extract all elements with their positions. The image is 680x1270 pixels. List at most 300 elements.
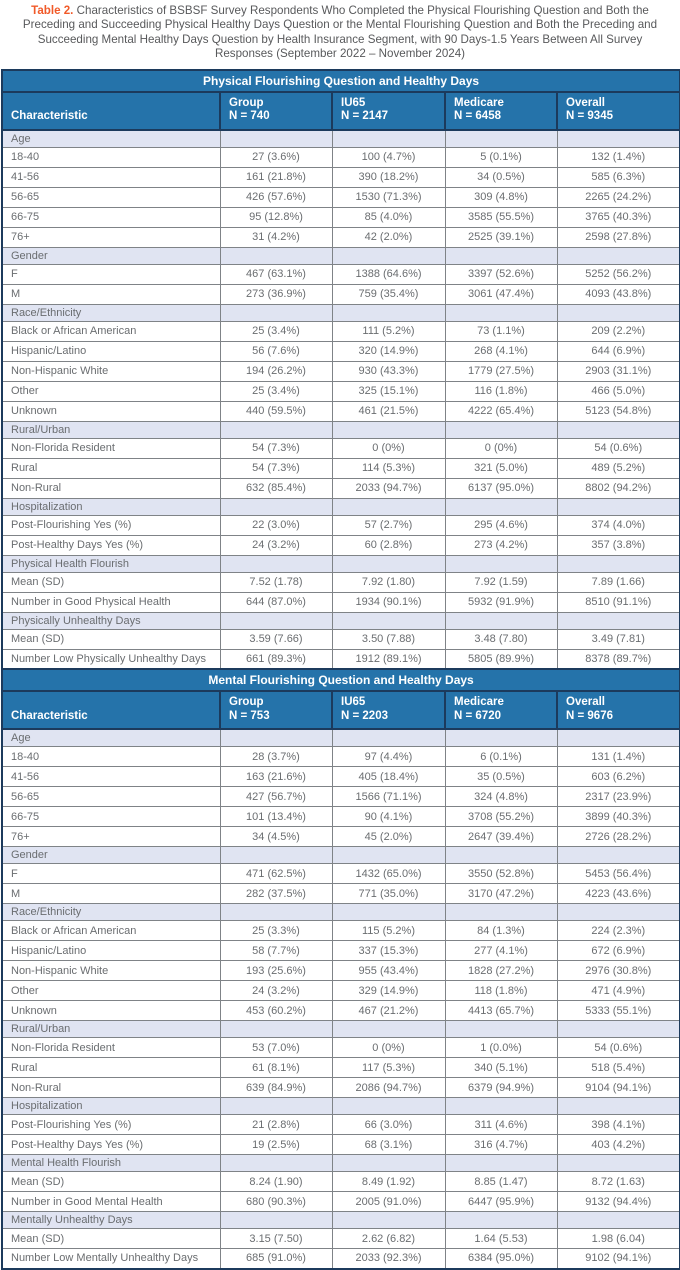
value-cell: 58 (7.7%) xyxy=(220,941,332,961)
value-cell: 321 (5.0%) xyxy=(445,458,557,478)
value-cell: 7.89 (1.66) xyxy=(557,572,680,592)
group-header-row xyxy=(2,729,680,747)
value-cell: 467 (21.2%) xyxy=(332,1001,445,1021)
group-header-empty-cell xyxy=(445,847,557,864)
table-row xyxy=(2,1115,680,1135)
value-cell: 5123 (54.8%) xyxy=(557,401,680,421)
row-label-cell: Mean (SD) xyxy=(2,1229,220,1249)
value-cell: 3585 (55.5%) xyxy=(445,207,557,227)
value-cell: 374 (4.0%) xyxy=(557,515,680,535)
row-label-cell: Unknown xyxy=(2,1001,220,1021)
characteristic-header-cell: Characteristic xyxy=(2,92,220,130)
column-header-label: Medicare xyxy=(454,96,504,109)
group-header-empty-cell xyxy=(445,498,557,515)
row-label-cell: Post-Flourishing Yes (%) xyxy=(2,515,220,535)
table-row xyxy=(2,572,680,592)
table-row xyxy=(2,458,680,478)
table-row xyxy=(2,207,680,227)
value-cell: 117 (5.3%) xyxy=(332,1058,445,1078)
row-label-cell: 41-56 xyxy=(2,167,220,187)
row-label-cell: Rural xyxy=(2,458,220,478)
table-caption xyxy=(0,0,680,69)
value-cell: 57 (2.7%) xyxy=(332,515,445,535)
group-header-empty-cell xyxy=(445,304,557,321)
value-cell: 2.62 (6.82) xyxy=(332,1229,445,1249)
value-cell: 194 (26.2%) xyxy=(220,361,332,381)
table-row xyxy=(2,264,680,284)
table-row xyxy=(2,629,680,649)
group-header-row xyxy=(2,247,680,264)
column-header-cell xyxy=(220,691,332,729)
group-header-empty-cell xyxy=(332,555,445,572)
table-caption-label: Table 2. xyxy=(31,4,74,17)
group-header-empty-cell xyxy=(557,904,680,921)
value-cell: 3.59 (7.66) xyxy=(220,629,332,649)
value-cell: 3.15 (7.50) xyxy=(220,1229,332,1249)
value-cell: 34 (0.5%) xyxy=(445,167,557,187)
value-cell: 1388 (64.6%) xyxy=(332,264,445,284)
group-header-empty-cell xyxy=(557,130,680,148)
group-header-cell: Rural/Urban xyxy=(2,421,220,438)
row-label-cell: Mean (SD) xyxy=(2,572,220,592)
group-header-empty-cell xyxy=(557,1098,680,1115)
group-header-empty-cell xyxy=(220,1098,332,1115)
value-cell: 2033 (92.3%) xyxy=(332,1249,445,1269)
group-header-empty-cell xyxy=(445,612,557,629)
characteristic-header-cell: Characteristic xyxy=(2,691,220,729)
value-cell: 54 (0.6%) xyxy=(557,1038,680,1058)
group-header-empty-cell xyxy=(332,904,445,921)
group-header-empty-cell xyxy=(332,1212,445,1229)
value-cell: 1912 (89.1%) xyxy=(332,649,445,669)
survey-table-body xyxy=(2,70,680,1269)
table-row xyxy=(2,438,680,458)
group-header-cell: Physical Health Flourish xyxy=(2,555,220,572)
table-row xyxy=(2,864,680,884)
group-header-empty-cell xyxy=(557,1021,680,1038)
group-header-empty-cell xyxy=(332,612,445,629)
table-row xyxy=(2,767,680,787)
value-cell: 2525 (39.1%) xyxy=(445,227,557,247)
value-cell: 489 (5.2%) xyxy=(557,458,680,478)
group-header-row xyxy=(2,498,680,515)
value-cell: 2033 (94.7%) xyxy=(332,478,445,498)
column-header-n: N = 2147 xyxy=(341,110,388,123)
value-cell: 1566 (71.1%) xyxy=(332,787,445,807)
table-row xyxy=(2,321,680,341)
value-cell: 54 (7.3%) xyxy=(220,438,332,458)
value-cell: 132 (1.4%) xyxy=(557,147,680,167)
value-cell: 2317 (23.9%) xyxy=(557,787,680,807)
section-banner-row xyxy=(2,70,680,92)
table-row xyxy=(2,515,680,535)
table-row xyxy=(2,341,680,361)
table-row xyxy=(2,187,680,207)
value-cell: 3.50 (7.88) xyxy=(332,629,445,649)
row-label-cell: Number in Good Physical Health xyxy=(2,592,220,612)
section-banner: Mental Flourishing Question and Healthy Days xyxy=(2,669,680,691)
column-header-cell xyxy=(332,691,445,729)
value-cell: 118 (1.8%) xyxy=(445,981,557,1001)
value-cell: 2903 (31.1%) xyxy=(557,361,680,381)
value-cell: 1 (0.0%) xyxy=(445,1038,557,1058)
group-header-empty-cell xyxy=(557,1212,680,1229)
value-cell: 680 (90.3%) xyxy=(220,1192,332,1212)
group-header-empty-cell xyxy=(220,555,332,572)
value-cell: 0 (0%) xyxy=(445,438,557,458)
group-header-row xyxy=(2,1021,680,1038)
row-label-cell: M xyxy=(2,884,220,904)
row-label-cell: Post-Healthy Days Yes (%) xyxy=(2,535,220,555)
value-cell: 84 (1.3%) xyxy=(445,921,557,941)
group-header-empty-cell xyxy=(220,421,332,438)
group-header-empty-cell xyxy=(220,847,332,864)
value-cell: 603 (6.2%) xyxy=(557,767,680,787)
value-cell: 639 (84.9%) xyxy=(220,1078,332,1098)
group-header-row xyxy=(2,130,680,148)
column-header-label: Overall xyxy=(566,96,605,109)
row-label-cell: 76+ xyxy=(2,227,220,247)
value-cell: 25 (3.3%) xyxy=(220,921,332,941)
value-cell: 8.49 (1.92) xyxy=(332,1172,445,1192)
value-cell: 295 (4.6%) xyxy=(445,515,557,535)
table-row xyxy=(2,941,680,961)
table-row xyxy=(2,284,680,304)
column-header-label: IU65 xyxy=(341,696,366,709)
value-cell: 9132 (94.4%) xyxy=(557,1192,680,1212)
column-header-label: Group xyxy=(229,96,264,109)
column-header-label: Group xyxy=(229,696,264,709)
group-header-cell: Age xyxy=(2,130,220,148)
value-cell: 3550 (52.8%) xyxy=(445,864,557,884)
table-row xyxy=(2,787,680,807)
group-header-empty-cell xyxy=(445,1098,557,1115)
row-label-cell: 76+ xyxy=(2,827,220,847)
value-cell: 9102 (94.1%) xyxy=(557,1249,680,1269)
value-cell: 453 (60.2%) xyxy=(220,1001,332,1021)
table-row xyxy=(2,381,680,401)
group-header-empty-cell xyxy=(220,498,332,515)
column-header-n: N = 9345 xyxy=(566,110,613,123)
table-row xyxy=(2,1038,680,1058)
value-cell: 8510 (91.1%) xyxy=(557,592,680,612)
row-label-cell: 66-75 xyxy=(2,207,220,227)
group-header-empty-cell xyxy=(220,1021,332,1038)
value-cell: 42 (2.0%) xyxy=(332,227,445,247)
value-cell: 7.92 (1.80) xyxy=(332,572,445,592)
value-cell: 85 (4.0%) xyxy=(332,207,445,227)
value-cell: 5333 (55.1%) xyxy=(557,1001,680,1021)
column-header-cell xyxy=(220,92,332,130)
table-row xyxy=(2,147,680,167)
value-cell: 114 (5.3%) xyxy=(332,458,445,478)
value-cell: 685 (91.0%) xyxy=(220,1249,332,1269)
row-label-cell: F xyxy=(2,864,220,884)
survey-table xyxy=(1,69,680,1270)
value-cell: 632 (85.4%) xyxy=(220,478,332,498)
row-label-cell: Number Low Physically Unhealthy Days xyxy=(2,649,220,669)
group-header-cell: Hospitalization xyxy=(2,498,220,515)
value-cell: 771 (35.0%) xyxy=(332,884,445,904)
value-cell: 115 (5.2%) xyxy=(332,921,445,941)
value-cell: 56 (7.6%) xyxy=(220,341,332,361)
group-header-empty-cell xyxy=(220,612,332,629)
value-cell: 54 (7.3%) xyxy=(220,458,332,478)
value-cell: 324 (4.8%) xyxy=(445,787,557,807)
group-header-row xyxy=(2,847,680,864)
table-row xyxy=(2,1229,680,1249)
group-header-empty-cell xyxy=(332,247,445,264)
table-row xyxy=(2,401,680,421)
value-cell: 930 (43.3%) xyxy=(332,361,445,381)
group-header-empty-cell xyxy=(445,555,557,572)
group-header-empty-cell xyxy=(332,421,445,438)
value-cell: 2005 (91.0%) xyxy=(332,1192,445,1212)
row-label-cell: 41-56 xyxy=(2,767,220,787)
value-cell: 309 (4.8%) xyxy=(445,187,557,207)
group-header-row xyxy=(2,904,680,921)
value-cell: 3170 (47.2%) xyxy=(445,884,557,904)
value-cell: 224 (2.3%) xyxy=(557,921,680,941)
group-header-empty-cell xyxy=(332,1021,445,1038)
group-header-empty-cell xyxy=(220,904,332,921)
group-header-cell: Rural/Urban xyxy=(2,1021,220,1038)
value-cell: 100 (4.7%) xyxy=(332,147,445,167)
column-header-cell xyxy=(557,691,680,729)
row-label-cell: Mean (SD) xyxy=(2,629,220,649)
value-cell: 5932 (91.9%) xyxy=(445,592,557,612)
group-header-empty-cell xyxy=(220,130,332,148)
value-cell: 467 (63.1%) xyxy=(220,264,332,284)
column-header-label: Overall xyxy=(566,696,605,709)
section-banner-row xyxy=(2,669,680,691)
column-header-n: N = 6458 xyxy=(454,110,501,123)
value-cell: 398 (4.1%) xyxy=(557,1115,680,1135)
column-header-label: Medicare xyxy=(454,696,504,709)
value-cell: 6447 (95.9%) xyxy=(445,1192,557,1212)
group-header-empty-cell xyxy=(557,498,680,515)
table-row xyxy=(2,592,680,612)
value-cell: 273 (4.2%) xyxy=(445,535,557,555)
value-cell: 466 (5.0%) xyxy=(557,381,680,401)
row-label-cell: Black or African American xyxy=(2,921,220,941)
table-row xyxy=(2,649,680,669)
value-cell: 337 (15.3%) xyxy=(332,941,445,961)
group-header-empty-cell xyxy=(557,421,680,438)
value-cell: 22 (3.0%) xyxy=(220,515,332,535)
value-cell: 585 (6.3%) xyxy=(557,167,680,187)
value-cell: 440 (59.5%) xyxy=(220,401,332,421)
group-header-cell: Race/Ethnicity xyxy=(2,304,220,321)
group-header-cell: Physically Unhealthy Days xyxy=(2,612,220,629)
group-header-cell: Hospitalization xyxy=(2,1098,220,1115)
row-label-cell: Non-Rural xyxy=(2,478,220,498)
column-header-cell xyxy=(332,92,445,130)
value-cell: 6137 (95.0%) xyxy=(445,478,557,498)
value-cell: 471 (62.5%) xyxy=(220,864,332,884)
value-cell: 5252 (56.2%) xyxy=(557,264,680,284)
value-cell: 5 (0.1%) xyxy=(445,147,557,167)
value-cell: 3.49 (7.81) xyxy=(557,629,680,649)
value-cell: 116 (1.8%) xyxy=(445,381,557,401)
row-label-cell: Post-Healthy Days Yes (%) xyxy=(2,1135,220,1155)
value-cell: 97 (4.4%) xyxy=(332,747,445,767)
group-header-empty-cell xyxy=(332,498,445,515)
group-header-empty-cell xyxy=(220,1212,332,1229)
group-header-empty-cell xyxy=(445,904,557,921)
group-header-row xyxy=(2,421,680,438)
value-cell: 518 (5.4%) xyxy=(557,1058,680,1078)
value-cell: 461 (21.5%) xyxy=(332,401,445,421)
value-cell: 53 (7.0%) xyxy=(220,1038,332,1058)
value-cell: 2726 (28.2%) xyxy=(557,827,680,847)
value-cell: 273 (36.9%) xyxy=(220,284,332,304)
value-cell: 1934 (90.1%) xyxy=(332,592,445,612)
table-row xyxy=(2,478,680,498)
table-row xyxy=(2,167,680,187)
table-row xyxy=(2,961,680,981)
table-row xyxy=(2,827,680,847)
row-label-cell: Other xyxy=(2,381,220,401)
group-header-row xyxy=(2,1212,680,1229)
value-cell: 54 (0.6%) xyxy=(557,438,680,458)
group-header-empty-cell xyxy=(557,847,680,864)
row-label-cell: Mean (SD) xyxy=(2,1172,220,1192)
group-header-empty-cell xyxy=(445,1021,557,1038)
value-cell: 3899 (40.3%) xyxy=(557,807,680,827)
table-row xyxy=(2,1135,680,1155)
value-cell: 405 (18.4%) xyxy=(332,767,445,787)
group-header-empty-cell xyxy=(557,555,680,572)
group-header-empty-cell xyxy=(445,1212,557,1229)
table-row xyxy=(2,1078,680,1098)
value-cell: 4223 (43.6%) xyxy=(557,884,680,904)
column-header-n: N = 2203 xyxy=(341,709,388,722)
table-row xyxy=(2,747,680,767)
group-header-empty-cell xyxy=(445,421,557,438)
value-cell: 68 (3.1%) xyxy=(332,1135,445,1155)
row-label-cell: Black or African American xyxy=(2,321,220,341)
row-label-cell: Other xyxy=(2,981,220,1001)
row-label-cell: Unknown xyxy=(2,401,220,421)
column-header-n: N = 753 xyxy=(229,709,270,722)
value-cell: 5805 (89.9%) xyxy=(445,649,557,669)
value-cell: 311 (4.6%) xyxy=(445,1115,557,1135)
value-cell: 357 (3.8%) xyxy=(557,535,680,555)
value-cell: 955 (43.4%) xyxy=(332,961,445,981)
value-cell: 644 (87.0%) xyxy=(220,592,332,612)
group-header-empty-cell xyxy=(332,1155,445,1172)
group-header-empty-cell xyxy=(445,130,557,148)
group-header-empty-cell xyxy=(557,247,680,264)
table-row xyxy=(2,1192,680,1212)
value-cell: 661 (89.3%) xyxy=(220,649,332,669)
value-cell: 19 (2.5%) xyxy=(220,1135,332,1155)
value-cell: 21 (2.8%) xyxy=(220,1115,332,1135)
column-header-cell xyxy=(445,92,557,130)
value-cell: 28 (3.7%) xyxy=(220,747,332,767)
value-cell: 759 (35.4%) xyxy=(332,284,445,304)
value-cell: 4093 (43.8%) xyxy=(557,284,680,304)
value-cell: 27 (3.6%) xyxy=(220,147,332,167)
value-cell: 1828 (27.2%) xyxy=(445,961,557,981)
group-header-cell: Mental Health Flourish xyxy=(2,1155,220,1172)
column-header-n: N = 9676 xyxy=(566,709,613,722)
group-header-row xyxy=(2,612,680,629)
column-header-n: N = 6720 xyxy=(454,709,501,722)
value-cell: 2265 (24.2%) xyxy=(557,187,680,207)
value-cell: 8.85 (1.47) xyxy=(445,1172,557,1192)
value-cell: 2598 (27.8%) xyxy=(557,227,680,247)
value-cell: 209 (2.2%) xyxy=(557,321,680,341)
column-header-cell xyxy=(557,92,680,130)
value-cell: 111 (5.2%) xyxy=(332,321,445,341)
value-cell: 1.98 (6.04) xyxy=(557,1229,680,1249)
row-label-cell: Hispanic/Latino xyxy=(2,341,220,361)
column-header-cell xyxy=(445,691,557,729)
value-cell: 4413 (65.7%) xyxy=(445,1001,557,1021)
group-header-empty-cell xyxy=(332,130,445,148)
value-cell: 426 (57.6%) xyxy=(220,187,332,207)
value-cell: 5453 (56.4%) xyxy=(557,864,680,884)
table-row xyxy=(2,361,680,381)
row-label-cell: Number in Good Mental Health xyxy=(2,1192,220,1212)
row-label-cell: 18-40 xyxy=(2,147,220,167)
value-cell: 193 (25.6%) xyxy=(220,961,332,981)
table-row xyxy=(2,535,680,555)
group-header-row xyxy=(2,1098,680,1115)
row-label-cell: Non-Florida Resident xyxy=(2,1038,220,1058)
group-header-empty-cell xyxy=(332,304,445,321)
group-header-empty-cell xyxy=(445,729,557,747)
value-cell: 8378 (89.7%) xyxy=(557,649,680,669)
table-row xyxy=(2,1058,680,1078)
group-header-cell: Age xyxy=(2,729,220,747)
value-cell: 7.92 (1.59) xyxy=(445,572,557,592)
value-cell: 403 (4.2%) xyxy=(557,1135,680,1155)
value-cell: 2647 (39.4%) xyxy=(445,827,557,847)
value-cell: 61 (8.1%) xyxy=(220,1058,332,1078)
table-caption-text: Characteristics of BSBSF Survey Respondents Who Completed the Physical Flourishing Question and Both the Preceding and Succeeding Physical Healthy Days Question or the Mental Flourishing Question and Both the Preceding and Succeeding Mental Healthy Days Question by Health Insurance Segment, with 90 Days-1.5 Years Between All Survey Responses (September 2022 – November 2024) xyxy=(22,4,658,61)
table-row xyxy=(2,921,680,941)
group-header-empty-cell xyxy=(445,247,557,264)
value-cell: 329 (14.9%) xyxy=(332,981,445,1001)
row-label-cell: 56-65 xyxy=(2,787,220,807)
table-row xyxy=(2,981,680,1001)
table-row xyxy=(2,227,680,247)
value-cell: 471 (4.9%) xyxy=(557,981,680,1001)
row-label-cell: Hispanic/Latino xyxy=(2,941,220,961)
value-cell: 66 (3.0%) xyxy=(332,1115,445,1135)
group-header-empty-cell xyxy=(557,304,680,321)
value-cell: 3.48 (7.80) xyxy=(445,629,557,649)
row-label-cell: Non-Florida Resident xyxy=(2,438,220,458)
column-header-row xyxy=(2,92,680,130)
value-cell: 101 (13.4%) xyxy=(220,807,332,827)
value-cell: 31 (4.2%) xyxy=(220,227,332,247)
group-header-empty-cell xyxy=(332,847,445,864)
group-header-empty-cell xyxy=(220,304,332,321)
value-cell: 3061 (47.4%) xyxy=(445,284,557,304)
value-cell: 131 (1.4%) xyxy=(557,747,680,767)
group-header-empty-cell xyxy=(557,1155,680,1172)
value-cell: 2086 (94.7%) xyxy=(332,1078,445,1098)
group-header-empty-cell xyxy=(220,1155,332,1172)
group-header-row xyxy=(2,1155,680,1172)
row-label-cell: 66-75 xyxy=(2,807,220,827)
value-cell: 3765 (40.3%) xyxy=(557,207,680,227)
table-row xyxy=(2,1249,680,1269)
